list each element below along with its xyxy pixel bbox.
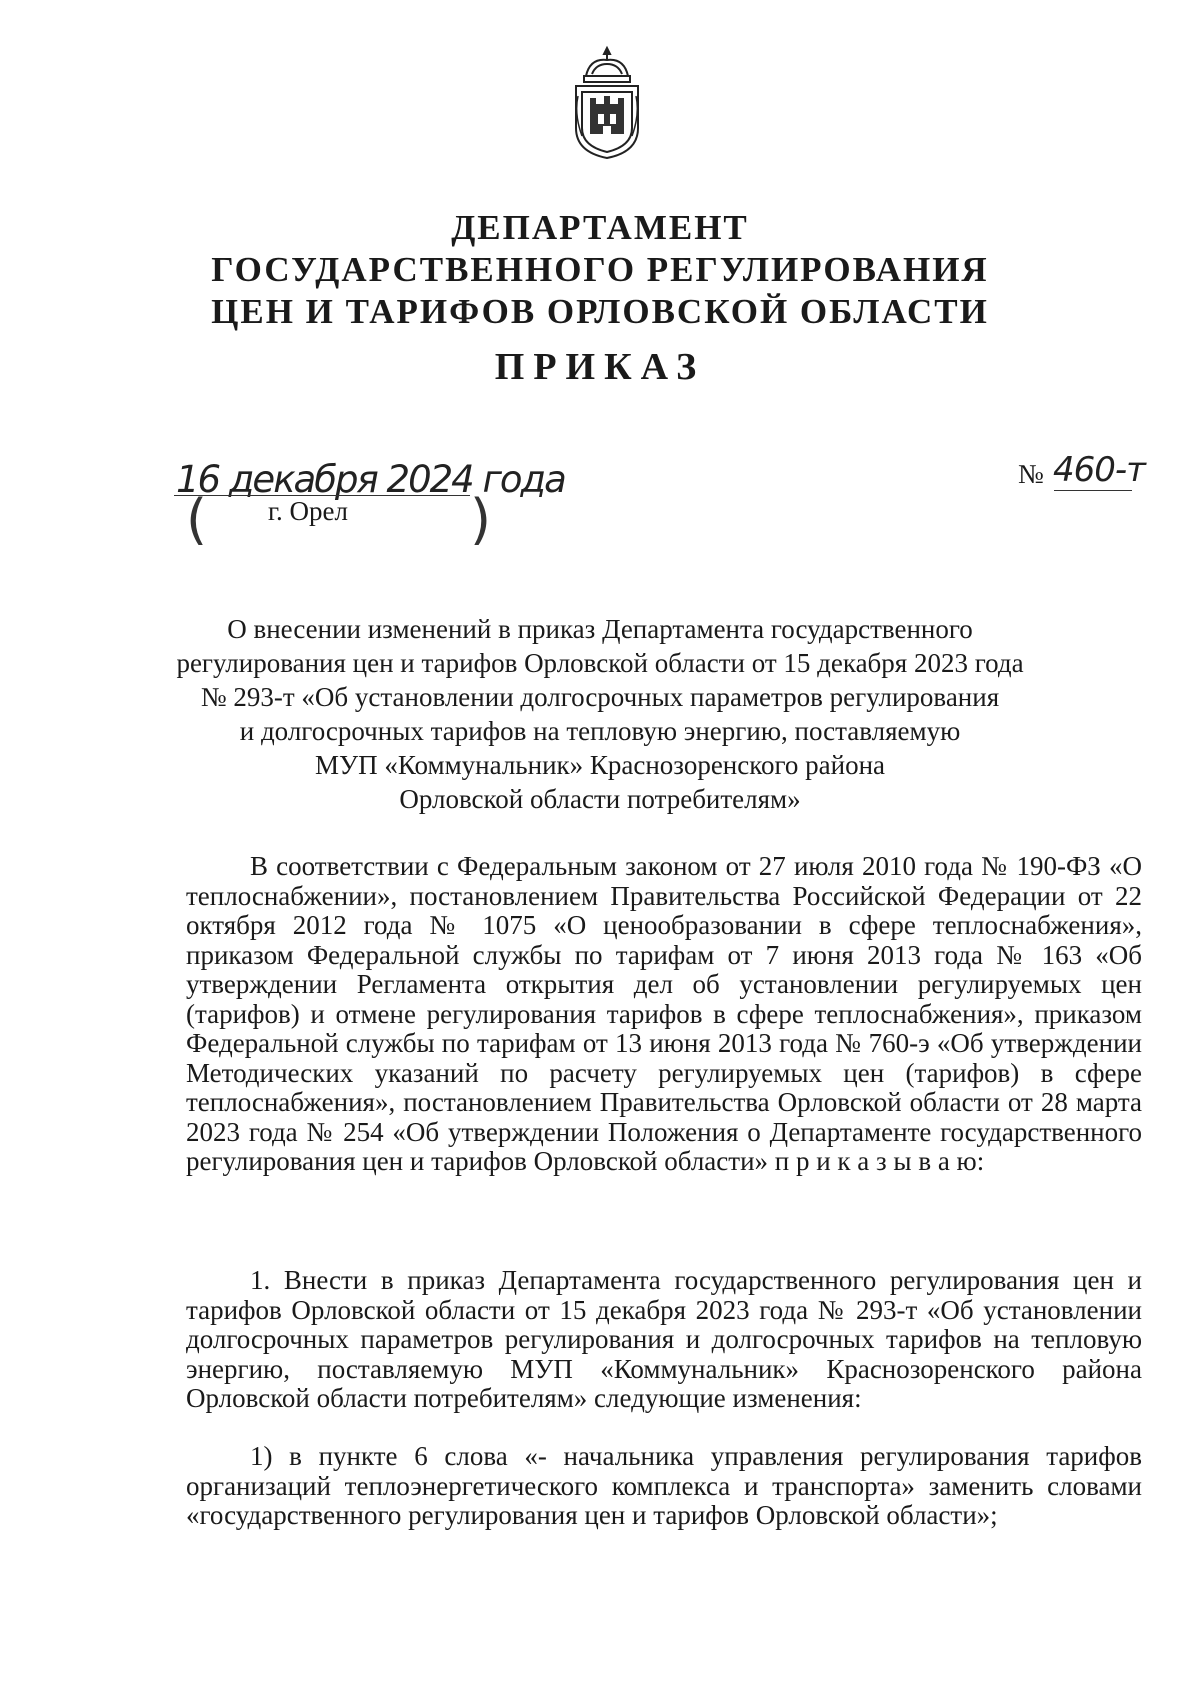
coat-of-arms-emblem (568, 44, 646, 162)
item-1-1-paragraph: 1) в пункте 6 слова «- начальника управления регулирования тарифов организаций теплоэнергетического комплекса и транспорта» заменить словами «государственного регулирования цен и тарифов Орловской области»; (186, 1441, 1142, 1530)
date-bracket-left: ( (186, 488, 208, 551)
handwritten-order-number: 460-т (1053, 450, 1145, 490)
document-type-title: ПРИКАЗ (494, 346, 706, 388)
subject-line: и долгосрочных тарифов на тепловую энергию, поставляемую (239, 716, 961, 746)
date-bracket-right: ) (470, 488, 492, 551)
city-label: г. Орел (268, 496, 348, 526)
number-label: № (1018, 459, 1044, 489)
handwritten-date: 16 декабря 2024 года (176, 458, 565, 501)
order-subject (150, 612, 1050, 816)
subject-line: О внесении изменений в приказ Департамента государственного (227, 614, 973, 644)
subject-line: регулирования цен и тарифов Орловской области от 15 декабря 2023 года (176, 648, 1024, 678)
item-1-paragraph: 1. Внести в приказ Департамента государственного регулирования цен и тарифов Орловской области от 15 декабря 2023 года № 293-т «Об установлении долгосрочных параметров регулирования и долгосрочных тарифов на тепловую энергию, поставляемую МУП «Коммунальник» Краснозоренского района Орловской области потребителям» следующие изменения: (186, 1265, 1142, 1413)
coat-of-arms-icon (568, 44, 646, 162)
department-line-1: ДЕПАРТАМЕНТ (451, 208, 749, 247)
number-underline (1054, 490, 1132, 491)
department-line-3: ЦЕН И ТАРИФОВ ОРЛОВСКОЙ ОБЛАСТИ (211, 292, 989, 331)
subject-line: МУП «Коммунальник» Краснозоренского района (314, 750, 886, 780)
subject-line: Орловской области потребителям» (399, 784, 801, 814)
preamble-paragraph: В соответствии с Федеральным законом от 27 июля 2010 года № 190-ФЗ «О теплоснабжении», постановлением Правительства Российской Федерации от 22 октября 2012 года № 1075 «О ценообразовании в сфере теплоснабжения», приказом Федеральной службы по тарифам от 7 июня 2013 года № 163 «Об утверждении Регламента открытия дел об установлении регулируемых цен (тарифов) и отмене регулирования тарифов в сфере теплоснабжения», приказом Федеральной службы по тарифам от 13 июня 2013 года № 760-э «Об утверждении Методических указаний по расчету регулируемых цен (тарифов) в сфере теплоснабжения», постановлением Правительства Орловской области от 28 марта 2023 года № 254 «Об утверждении Положения о Департаменте государственного регулирования цен и тарифов Орловской области» п р и к а з ы в а ю: (186, 851, 1142, 1176)
department-line-2: ГОСУДАРСТВЕННОГО РЕГУЛИРОВАНИЯ (211, 250, 989, 289)
department-heading (0, 207, 1200, 333)
subject-line: № 293-т «Об установлении долгосрочных параметров регулирования (200, 682, 1000, 712)
